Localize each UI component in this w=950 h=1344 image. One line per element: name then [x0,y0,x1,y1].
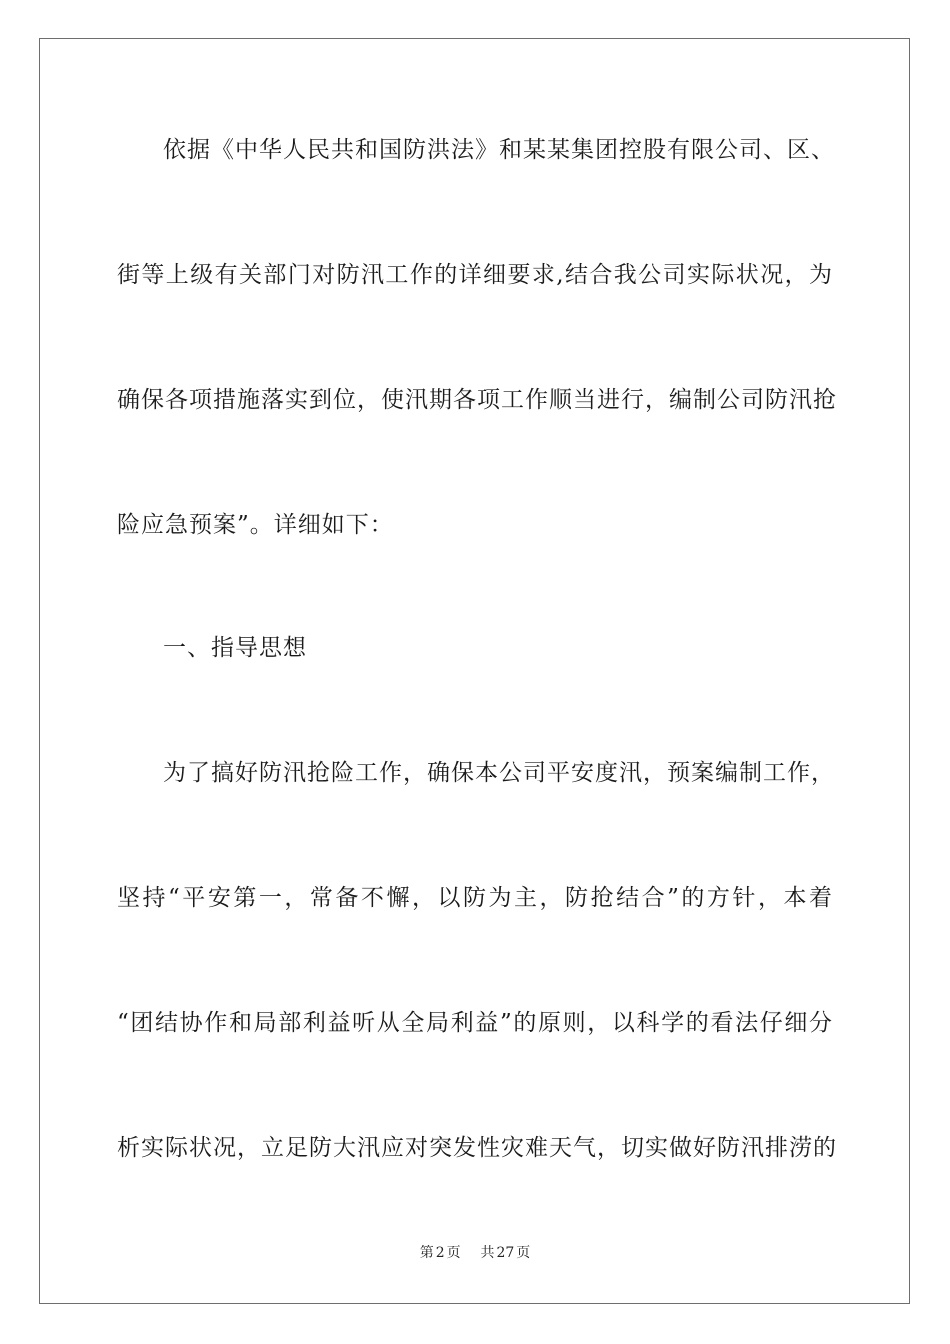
page-unit: 页 [446,1245,461,1261]
total-unit: 页 [516,1245,531,1261]
total-label: 共 [480,1245,495,1261]
section-heading: 一、指导思想 [163,635,307,661]
total-pages: 27 [496,1245,515,1261]
paragraph-2-line-2: 坚持“平安第一，常备不懈，以防为主，防抢结合”的方针，本着 [117,885,833,911]
paragraph-1-line-1: 依据《中华人民共和国防洪法》和某某集团控股有限公司、区、 [163,137,835,163]
paragraph-1-line-3: 确保各项措施落实到位，使汛期各项工作顺当进行，编制公司防汛抢 [117,387,837,413]
paragraph-2-line-1: 为了搞好防汛抢险工作，确保本公司平安度汛，预案编制工作， [163,760,835,786]
page-number: 2 [435,1245,445,1261]
paragraph-2-line-3: “团结协作和局部利益听从全局利益”的原则，以科学的看法仔细分 [117,1010,833,1036]
page-border [39,38,910,1304]
page-footer [0,1244,950,1262]
page-label: 第 [419,1245,434,1261]
paragraph-2-line-4: 析实际状况，立足防大汛应对突发性灾难天气，切实做好防汛排涝的 [117,1135,837,1161]
paragraph-1-line-2: 街等上级有关部门对防汛工作的详细要求,结合我公司实际状况，为 [117,262,833,288]
paragraph-1-line-4: 险应急预案”。详细如下： [117,512,394,538]
